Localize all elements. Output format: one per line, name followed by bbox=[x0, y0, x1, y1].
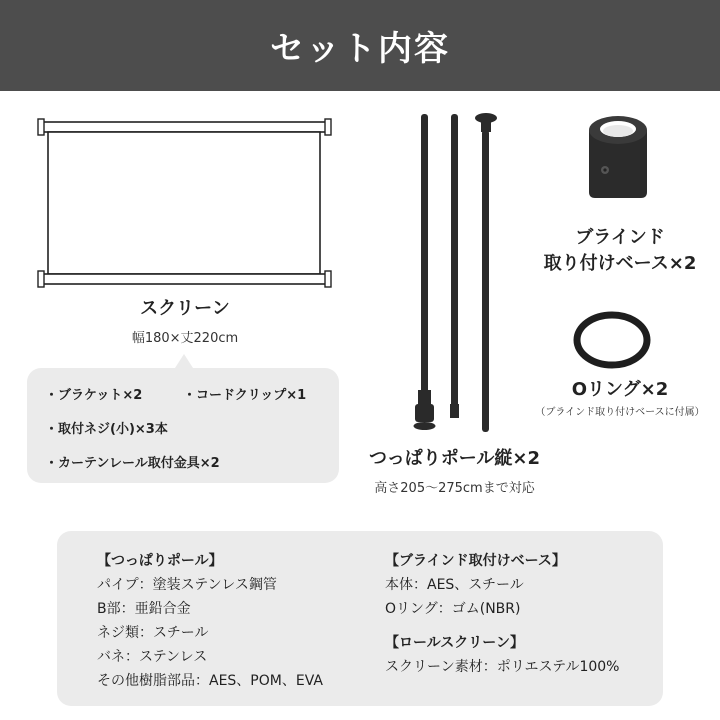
accessory-screw: ・取付ネジ(小)×3本 bbox=[45, 422, 168, 437]
spec-line: ネジ類：スチール bbox=[97, 625, 209, 641]
spec-line: B部：亜鉛合金 bbox=[97, 601, 191, 617]
specification-panel bbox=[57, 531, 663, 706]
accessory-bracket: ・ブラケット×2 bbox=[45, 388, 143, 403]
pole-note: 高さ205〜275cmまで対応 bbox=[374, 481, 535, 496]
spec-line: パイプ：塗装ステンレス鋼管 bbox=[97, 577, 277, 593]
spec-pole bbox=[97, 549, 323, 693]
spec-base bbox=[385, 549, 619, 679]
spec-line: その他樹脂部品：AES、POM、EVA bbox=[97, 673, 323, 689]
base-line1: ブラインド bbox=[575, 227, 665, 248]
screen-name: スクリーン bbox=[140, 298, 230, 319]
spec-base-heading: 【ブラインド取付けベース】 bbox=[385, 553, 566, 569]
spec-line: バネ：ステンレス bbox=[97, 649, 208, 665]
spec-line: 本体：AES、スチール bbox=[385, 577, 524, 593]
oring-note: （ブラインド取り付けベースに付属） bbox=[535, 407, 705, 418]
tension-pole-illustration bbox=[405, 108, 510, 438]
pole-name: つっぱりポール縦×2 bbox=[368, 448, 541, 469]
blind-base-illustration bbox=[583, 112, 655, 202]
spec-line: Oリング：ゴム(NBR) bbox=[385, 601, 521, 617]
oring-name: Oリング×2 bbox=[571, 379, 669, 400]
o-ring-illustration bbox=[572, 310, 652, 370]
roll-screen-illustration bbox=[35, 116, 335, 291]
page-header bbox=[0, 0, 720, 91]
spec-pole-heading: 【つっぱりポール】 bbox=[97, 553, 223, 569]
spec-roll-heading: 【ロールスクリーン】 bbox=[385, 635, 525, 651]
accessory-curtain-rail: ・カーテンレール取付金具×2 bbox=[45, 456, 220, 471]
spec-line: スクリーン素材：ポリエステル100% bbox=[385, 659, 620, 675]
accessories-bubble bbox=[27, 368, 339, 483]
base-line2: 取り付けベース×2 bbox=[543, 253, 697, 274]
accessory-cord-clip: ・コードクリップ×1 bbox=[183, 388, 307, 403]
screen-size: 幅180×丈220cm bbox=[131, 331, 239, 346]
page-title: セット内容 bbox=[270, 29, 450, 69]
